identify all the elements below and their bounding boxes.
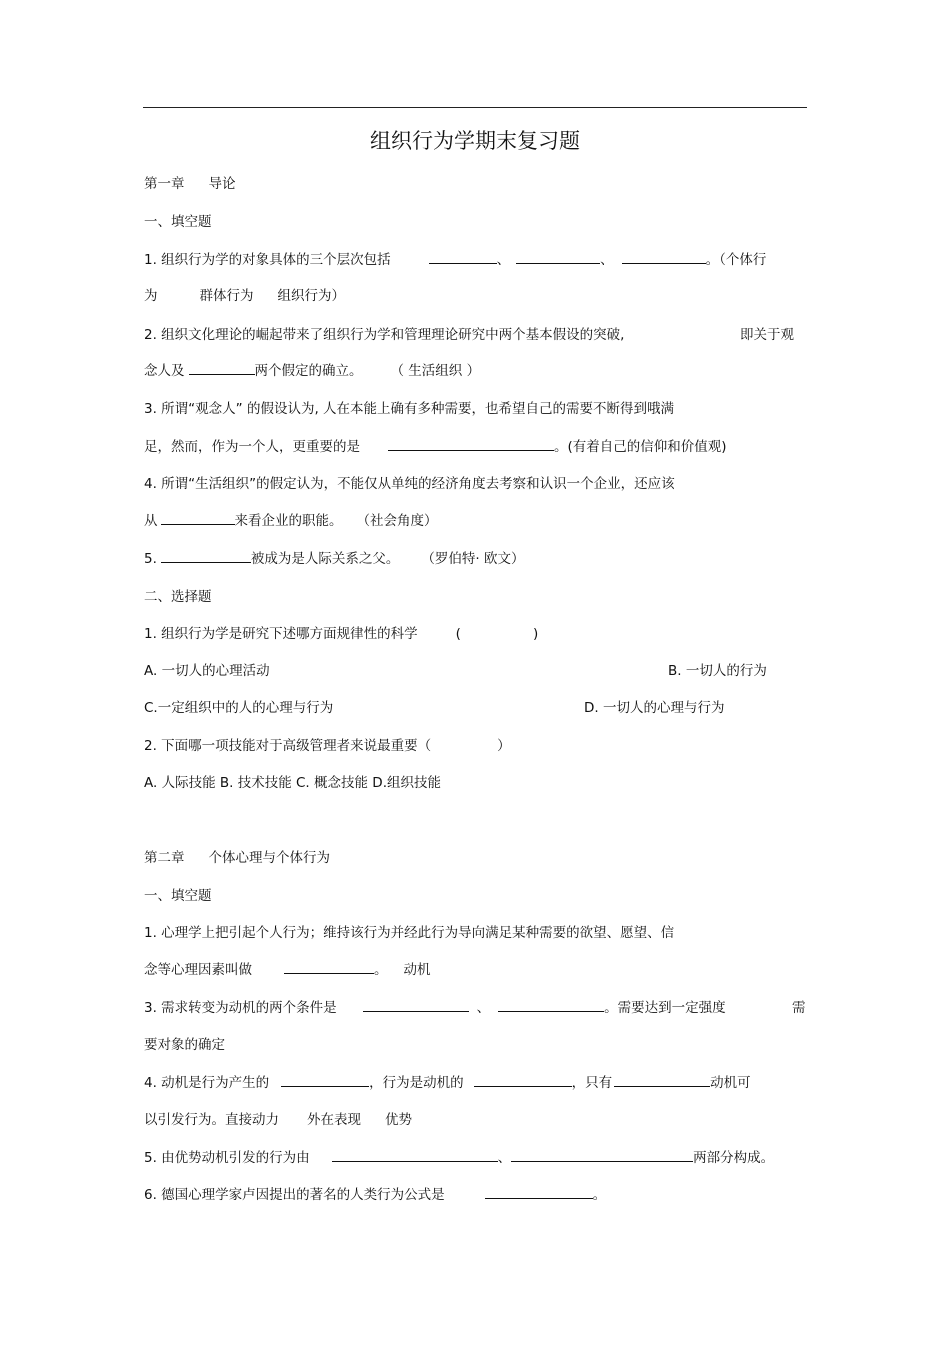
question-text: 动机可 (710, 1075, 751, 1091)
question-text: 被成为是人际关系之父。 (250, 551, 400, 567)
answer-blank (388, 438, 554, 451)
paren-close: ） (497, 738, 511, 754)
chapter-name: 导论 (208, 176, 236, 192)
question-text: 3. 需求转变为动机的两个条件是 (144, 1000, 337, 1016)
answer-blank (363, 999, 469, 1012)
chapter-number: 第二章 (144, 850, 185, 866)
answer-text: 需 (792, 1000, 806, 1016)
answer-blank (161, 550, 251, 563)
question-line (144, 250, 766, 270)
question-line: 4. 所谓“生活组织”的假定认为，不能仅从单纯的经济角度去考察和认识一个企业，还应该 (144, 476, 675, 492)
question-end: 。 (374, 962, 388, 978)
option-d: D. 一切人的心理与行为 (584, 700, 725, 716)
question-text: ，行为是动机的 (369, 1075, 464, 1091)
question-line (144, 549, 524, 569)
question-line (144, 1148, 774, 1168)
section-heading: 一、填空题 (144, 888, 212, 904)
question-text: 1. 组织行为学是研究下述哪方面规律性的科学 (144, 626, 418, 642)
question-text: 两个假定的确立。 (254, 363, 363, 379)
answer-text: 群体行为 (199, 288, 254, 304)
question-number: 5. (144, 551, 157, 567)
answer-text: 优势 (385, 1112, 412, 1128)
question-text: 从 (144, 513, 158, 529)
question-line (144, 511, 438, 531)
section-heading: 二、选择题 (144, 589, 212, 605)
option-c: C.一定组织中的人的心理与行为 (144, 700, 334, 716)
answer-blank (516, 251, 600, 264)
question-text: 2. 下面哪一项技能对于高级管理者来说最重要（ (144, 738, 432, 754)
chapter-number: 第一章 (144, 176, 185, 192)
separator: 、 (476, 1000, 491, 1016)
question-end: 。（个体行 (705, 252, 767, 268)
question-line (144, 998, 726, 1018)
answer-blank (614, 1074, 710, 1087)
section-heading: 一、填空题 (144, 214, 212, 230)
answer-blank (498, 999, 604, 1012)
answer-text: 外在表现 (307, 1112, 361, 1128)
question-text: ，只有 (571, 1075, 613, 1091)
question-line (144, 437, 727, 457)
question-text: 足，然而，作为一个人，更重要的是 (144, 439, 360, 455)
chapter-heading (144, 174, 236, 194)
question-text: 4. 动机是行为产生的 (144, 1075, 270, 1091)
option-b: B. 一切人的行为 (668, 663, 767, 679)
page-title: 组织行为学期末复习题 (370, 129, 580, 153)
answer-text: 。(有着自己的信仰和价值观) (554, 439, 727, 455)
header-rule (143, 107, 807, 108)
separator: 、 (497, 1150, 512, 1166)
answer-blank (161, 512, 235, 525)
question-text: 来看企业的职能。 (234, 513, 343, 529)
question-text: 6. 德国心理学家卢因提出的著名的人类行为公式是 (144, 1187, 445, 1203)
chapter-heading (144, 848, 330, 868)
question-line (144, 736, 511, 756)
options-line: A. 人际技能 B. 技术技能 C. 概念技能 D.组织技能 (144, 775, 441, 791)
question-line (144, 1185, 606, 1205)
question-line (144, 1073, 751, 1093)
answer-blank (281, 1074, 369, 1087)
separator: 、 (496, 252, 511, 268)
answer-blank (332, 1149, 498, 1162)
question-end: 。 (592, 1187, 607, 1203)
question-line (144, 624, 538, 644)
question-text: 5. 由优势动机引发的行为由 (144, 1150, 310, 1166)
answer-blank (429, 251, 497, 264)
answer-blank (511, 1149, 693, 1162)
option-a: A. 一切人的心理活动 (144, 663, 270, 679)
question-line (144, 361, 480, 381)
answer-text: 以引发行为。直接动力 (144, 1112, 279, 1128)
answer-text: 为 (144, 288, 158, 304)
answer-text: （罗伯特· 欧文） (421, 551, 525, 567)
question-end: 两部分构成。 (693, 1150, 775, 1166)
answer-text: （社会角度） (356, 513, 438, 529)
question-text: 即关于观 (740, 327, 794, 343)
question-text: 念人及 (144, 363, 185, 379)
answer-line (144, 1110, 412, 1130)
question-line: 2. 组织文化理论的崛起带来了组织行为学和管理理论研究中两个基本假设的突破, (144, 327, 625, 343)
answer-blank (189, 362, 255, 375)
answer-line: 要对象的确定 (144, 1037, 225, 1053)
answer-blank (622, 251, 706, 264)
paren-open: ( (455, 626, 461, 642)
answer-text: 。需要达到一定强度 (604, 1000, 726, 1016)
answer-text: （ 生活组织 ） (390, 363, 481, 379)
question-line: 3. 所谓“观念人” 的假设认为, 人在本能上确有多种需要，也希望自己的需要不断得到哦满 (144, 401, 675, 417)
answer-text: 动机 (403, 962, 431, 978)
chapter-name: 个体心理与个体行为 (208, 850, 330, 866)
question-text: 1. 组织行为学的对象具体的三个层次包括 (144, 252, 391, 268)
answer-text: 组织行为） (277, 288, 345, 304)
question-line: 1. 心理学上把引起个人行为；维持该行为并经此行为导向满足某种需要的欲望、愿望、信 (144, 925, 675, 941)
question-text: 念等心理因素叫做 (144, 962, 252, 978)
paren-close: ) (532, 626, 539, 642)
answer-blank (474, 1074, 572, 1087)
answer-blank (485, 1186, 593, 1199)
question-line (144, 960, 431, 980)
answer-line (144, 286, 345, 306)
separator: 、 (600, 252, 614, 268)
answer-blank (284, 961, 374, 974)
